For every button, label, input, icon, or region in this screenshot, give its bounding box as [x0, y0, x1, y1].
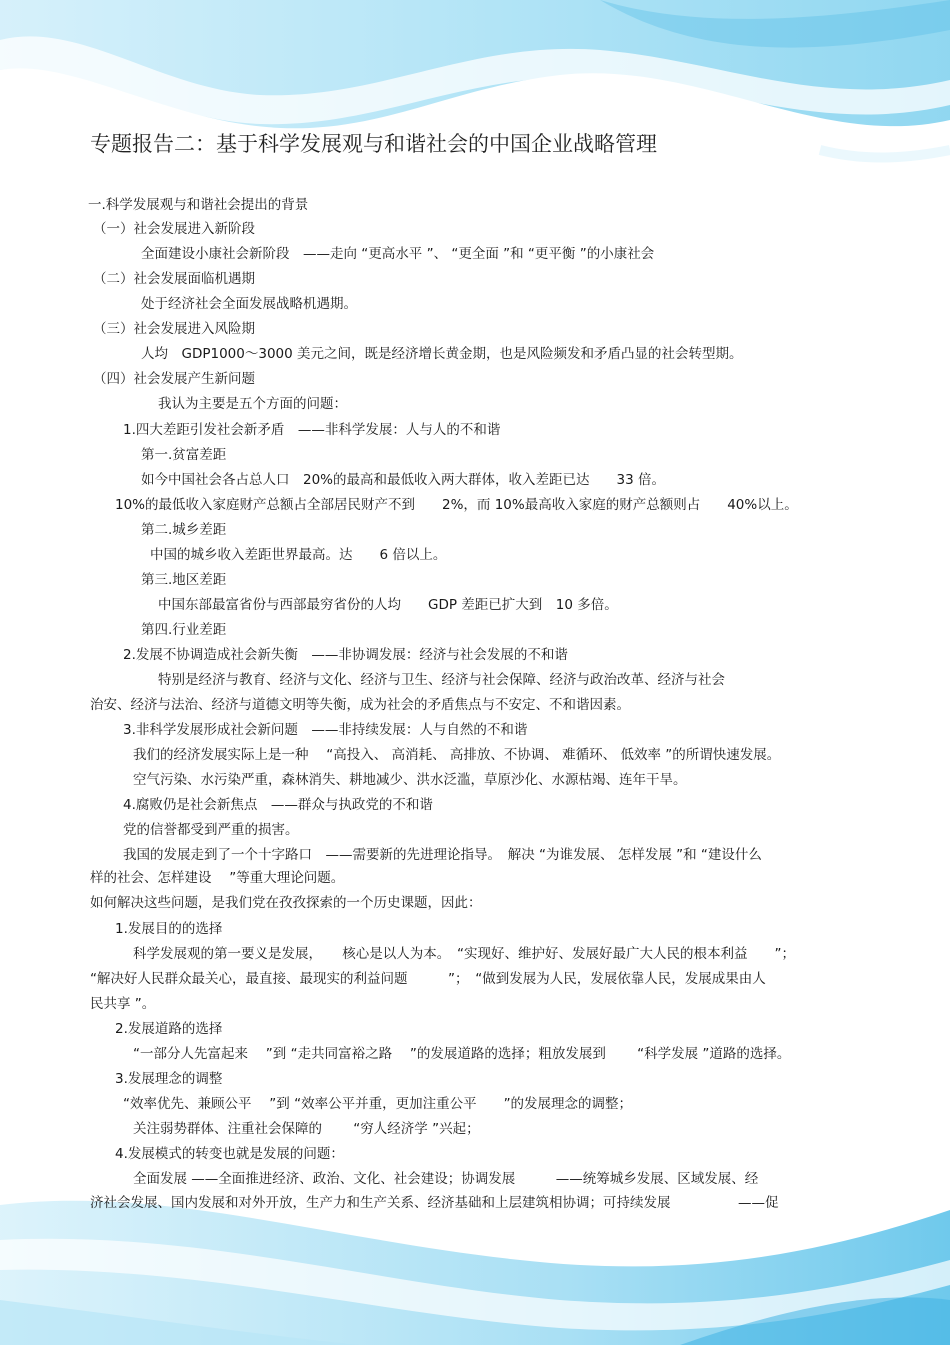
list-item-imbalance: 2.发展不协调造成社会新失衡 ——非协调发展：经济与社会发展的不和谐 [123, 647, 568, 663]
subsection-heading-risk: （三）社会发展进入风险期 [93, 321, 255, 337]
paragraph-urban-rural-gap: 中国的城乡收入差距世界最高。达 6 倍以上。 [150, 547, 447, 563]
list-item-path: 2.发展道路的选择 [115, 1021, 223, 1037]
paragraph-imbalance-1: 特别是经济与教育、经济与文化、经济与卫生、经济与社会保障、经济与政治改革、经济与社会 [158, 672, 725, 688]
subsection-heading-new-problems: （四）社会发展产生新问题 [93, 371, 255, 387]
paragraph-corruption: 党的信誉都受到严重的损害。 [123, 822, 299, 838]
paragraph-regional-gap: 中国东部最富省份与西部最穷省份的人均 GDP 差距已扩大到 10 多倍。 [158, 597, 618, 613]
paragraph-purpose-3: 民共享 ”。 [90, 996, 156, 1012]
paragraph-how-to-solve: 如何解决这些问题，是我们党在孜孜探索的一个历史课题，因此： [90, 895, 482, 911]
paragraph-unsustainable-1: 我们的经济发展实际上是一种 “高投入、 高消耗、 高排放、不协调、 难循环、 低效率 ”的所谓快速发展。 [133, 747, 781, 763]
paragraph-purpose-2: “解决好人民群众最关心，最直接、最现实的利益问题 ”； “做到发展为人民，发展依靠人民，发展成果由人 [90, 971, 766, 987]
paragraph-wealth-gap-2: 10%的最低收入家庭财产总额占全部居民财产不到 2%，而 10%最高收入家庭的财产总额则占 40%以上。 [115, 497, 798, 513]
list-item-unsustainable: 3.非科学发展形成社会新问题 ——非持续发展：人与自然的不和谐 [123, 722, 528, 738]
paragraph-crossroads-2: 样的社会、怎样建设 ”等重大理论问题。 [90, 870, 345, 886]
paragraph-purpose-1: 科学发展观的第一要义是发展， 核心是以人为本。 “实现好、维护好、发展好最广大人民的根本利益 ”； [133, 946, 795, 962]
list-subitem-regional-gap: 第三.地区差距 [141, 572, 227, 588]
paragraph-opportunity: 处于经济社会全面发展战略机遇期。 [141, 296, 357, 312]
subsection-heading-new-stage: （一）社会发展进入新阶段 [93, 221, 255, 237]
paragraph-path: “一部分人先富起来 ”到 “走共同富裕之路 ”的发展道路的选择；粗放发展到 “科学发展 ”道路的选择。 [133, 1046, 791, 1062]
list-item-gaps: 1.四大差距引发社会新矛盾 ——非科学发展：人与人的不和谐 [123, 422, 501, 438]
document-title: 专题报告二：基于科学发展观与和谐社会的中国企业战略管理 [90, 132, 657, 156]
list-item-concept: 3.发展理念的调整 [115, 1071, 223, 1087]
list-item-mode: 4.发展模式的转变也就是发展的问题： [115, 1146, 344, 1162]
list-subitem-urban-rural-gap: 第二.城乡差距 [141, 522, 227, 538]
list-item-corruption: 4.腐败仍是社会新焦点 ——群众与执政党的不和谐 [123, 797, 433, 813]
paragraph-wealth-gap-1: 如今中国社会各占总人口 20%的最高和最低收入两大群体，收入差距已达 33 倍。 [141, 472, 665, 488]
section-heading-background: 一.科学发展观与和谐社会提出的背景 [88, 197, 309, 213]
list-subitem-wealth-gap: 第一.贫富差距 [141, 447, 227, 463]
paragraph-crossroads-1: 我国的发展走到了一个十字路口 ——需要新的先进理论指导。 解决 “为谁发展、 怎样发展 ”和 “建设什么 [123, 847, 762, 863]
paragraph-xiaokang: 全面建设小康社会新阶段 ——走向 “更高水平 ”、 “更全面 ”和 “更平衡 ”的小康社会 [141, 246, 655, 262]
paragraph-imbalance-2: 治安、经济与法治、经济与道德文明等失衡，成为社会的矛盾焦点与不安定、不和谐因素。 [90, 697, 630, 713]
paragraph-risk: 人均 GDP1000～3000 美元之间，既是经济增长黄金期，也是风险频发和矛盾凸显的社会转型期。 [141, 346, 743, 362]
paragraph-mode-2: 济社会发展、国内发展和对外开放，生产力和生产关系、经济基础和上层建筑相协调；可持续发展 ——促 [90, 1195, 779, 1211]
paragraph-mode-1: 全面发展 ——全面推进经济、政治、文化、社会建设；协调发展 ——统筹城乡发展、区域发展、经 [133, 1171, 759, 1187]
paragraph-concept-2: 关注弱势群体、注重社会保障的 “穷人经济学 ”兴起； [133, 1121, 480, 1137]
paragraph-concept-1: “效率优先、兼顾公平 ”到 “效率公平并重，更加注重公平 ”的发展理念的调整； [123, 1096, 633, 1112]
paragraph-unsustainable-2: 空气污染、水污染严重，森林消失、耕地减少、洪水泛滥，草原沙化、水源枯竭、连年干旱。 [133, 772, 687, 788]
list-subitem-industry-gap: 第四.行业差距 [141, 622, 227, 638]
paragraph-five-problems: 我认为主要是五个方面的问题： [158, 396, 347, 412]
subsection-heading-opportunity: （二）社会发展面临机遇期 [93, 271, 255, 287]
list-item-purpose: 1.发展目的的选择 [115, 921, 223, 937]
